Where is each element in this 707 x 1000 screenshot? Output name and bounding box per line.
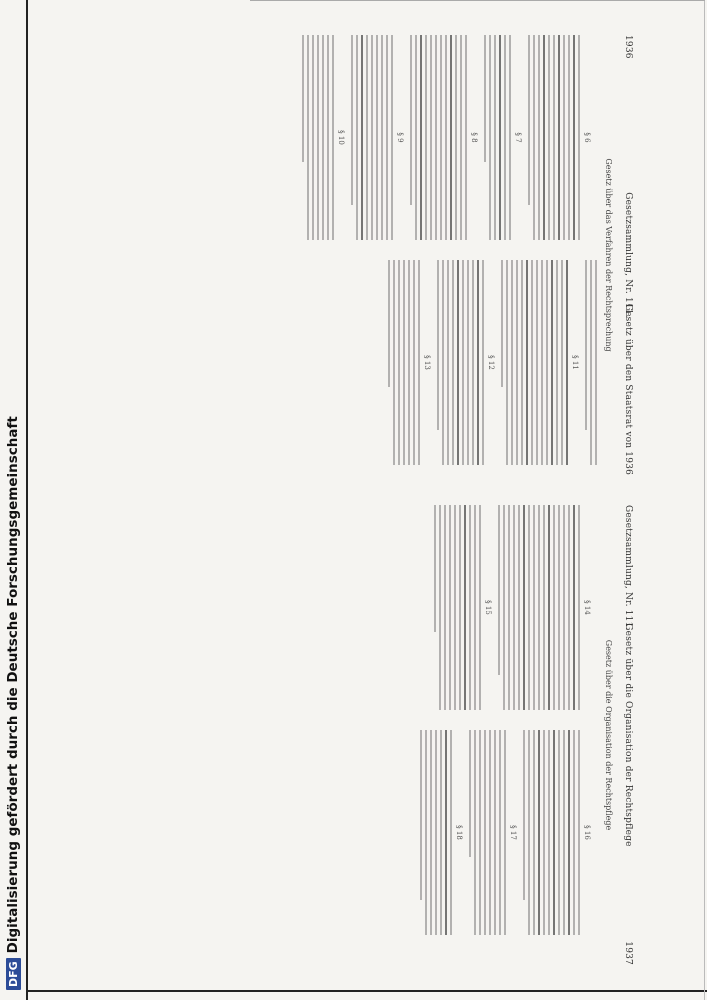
running-head-page: 1937 xyxy=(623,941,633,965)
running-head xyxy=(617,35,633,475)
paragraph xyxy=(498,505,580,710)
running-head-title: Gesetz über den Staatsrat von 1936 xyxy=(623,303,633,475)
dfg-logo: DFG xyxy=(6,958,21,990)
rotated-spread xyxy=(0,35,639,965)
section-heading: § 16 xyxy=(583,825,591,840)
funding-banner-text: Digitalisierung gefördert durch die Deutsche Forschungsgemeinschaft xyxy=(5,416,21,954)
page-subtitle: Gesetz über das Verfahren der Rechtsprechung xyxy=(604,158,613,352)
running-head xyxy=(617,505,633,965)
text-column-right xyxy=(17,260,597,465)
section-heading: § 7 xyxy=(514,132,522,143)
text-column-left xyxy=(17,505,597,710)
paragraph xyxy=(484,35,511,240)
scan-edge-bottom xyxy=(26,990,707,992)
paragraph xyxy=(469,730,506,935)
section-heading: § 6 xyxy=(583,132,591,143)
paragraph xyxy=(501,260,568,465)
section-heading: § 12 xyxy=(487,355,495,370)
section-heading: § 11 xyxy=(571,355,579,370)
text-column-left xyxy=(17,35,597,240)
paragraph xyxy=(420,730,452,935)
paragraph xyxy=(351,35,393,240)
section-heading: § 9 xyxy=(396,132,404,143)
paragraph xyxy=(434,505,481,710)
section-heading: § 10 xyxy=(337,130,345,145)
scan-edge-right xyxy=(704,0,705,1000)
paragraph xyxy=(528,35,580,240)
section-heading: § 8 xyxy=(470,132,478,143)
running-head-left: Gesetzsammlung, Nr. 111. xyxy=(623,505,633,631)
section-heading: § 17 xyxy=(509,825,517,840)
left-page xyxy=(0,35,639,475)
scan-crop-mark xyxy=(250,0,705,1)
paragraph xyxy=(302,35,334,240)
running-head-center: Gesetz über die Organisation der Rechtspflege xyxy=(623,623,633,847)
paragraph xyxy=(388,260,420,465)
section-heading: § 14 xyxy=(583,600,591,615)
section-heading: § 15 xyxy=(484,600,492,615)
section-heading: § 13 xyxy=(423,355,431,370)
right-page xyxy=(0,505,639,965)
paragraph xyxy=(410,35,467,240)
page-subtitle: Gesetz über die Organisation der Rechtspflege xyxy=(604,639,613,831)
text-column-right xyxy=(17,730,597,935)
running-head-center: Gesetzsammlung, Nr. 111. xyxy=(623,192,633,318)
paragraph xyxy=(523,730,580,935)
paragraph xyxy=(585,260,597,465)
paragraph xyxy=(437,260,484,465)
running-head-year: 1936 xyxy=(623,35,633,59)
funding-banner xyxy=(2,210,24,990)
section-heading: § 18 xyxy=(455,825,463,840)
